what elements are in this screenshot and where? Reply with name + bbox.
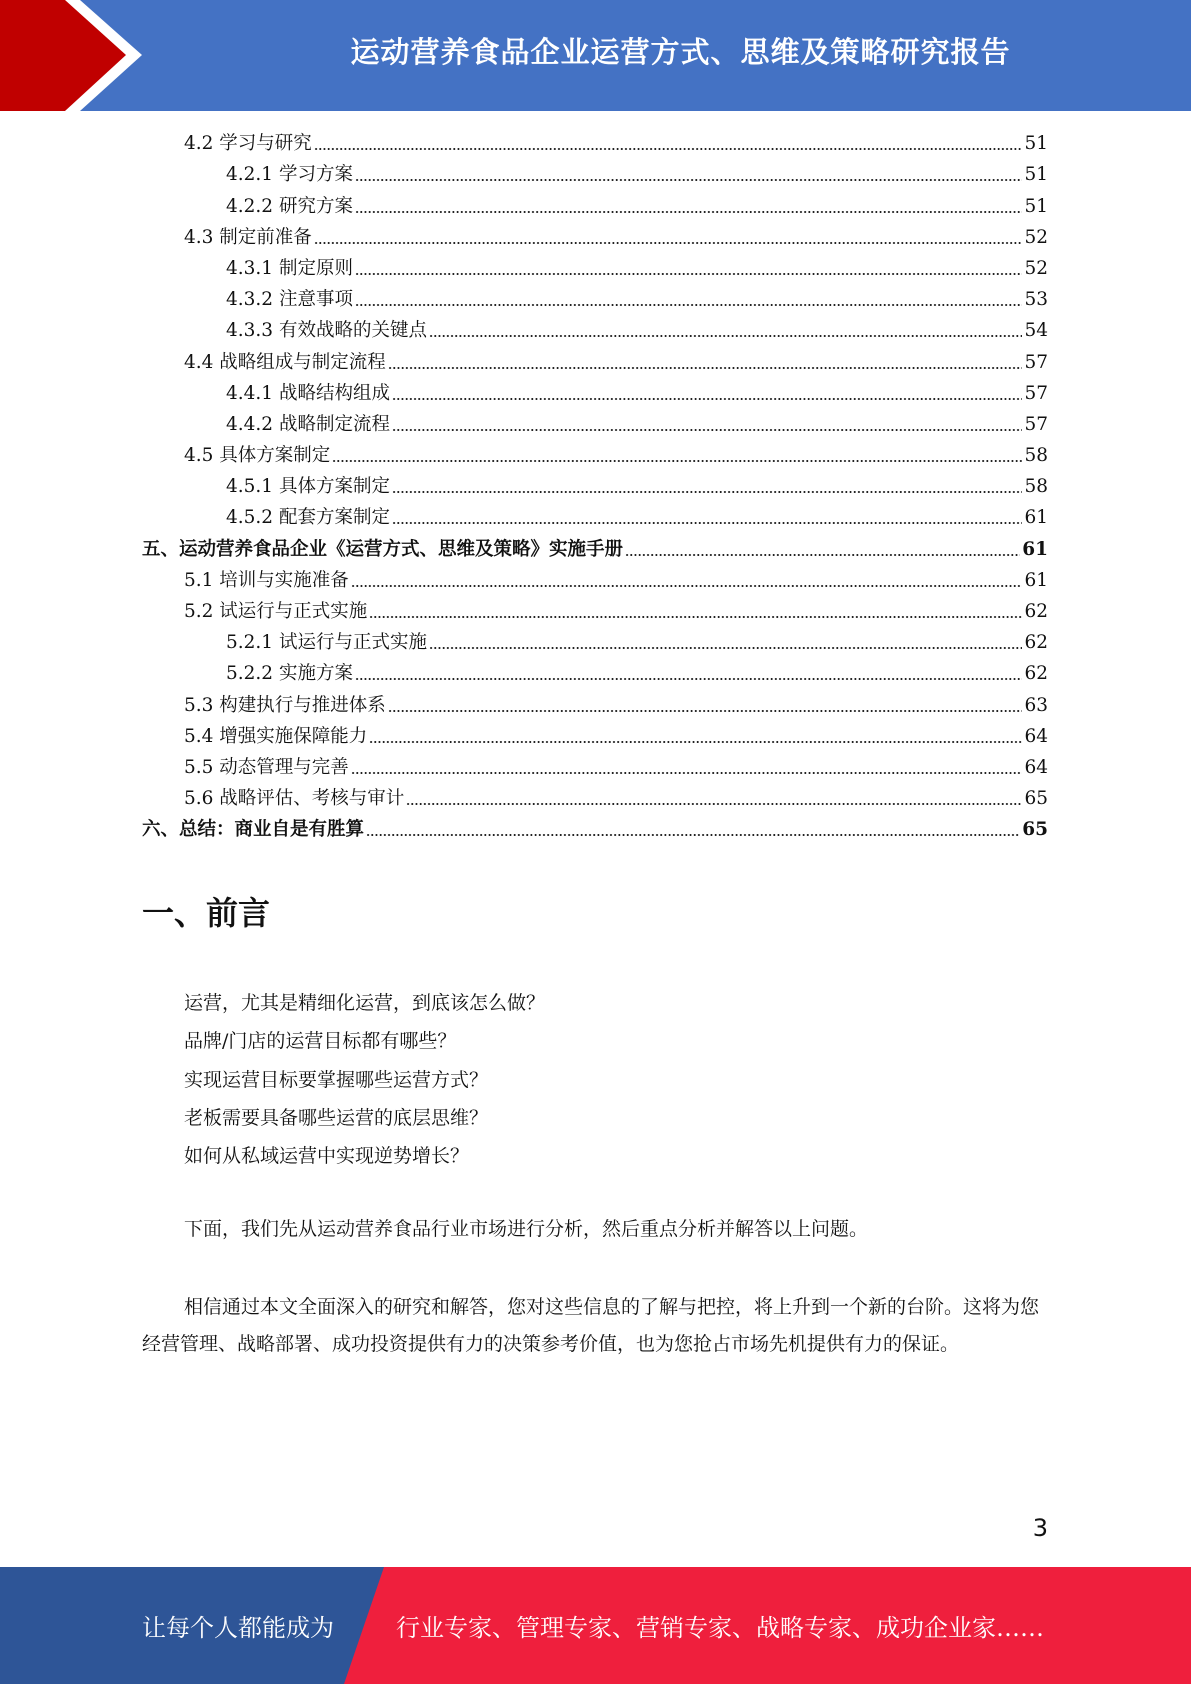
toc-entry-page: 58 — [1024, 445, 1048, 467]
toc-entry-page: 62 — [1024, 663, 1048, 685]
intro-paragraph: 下面，我们先从运动营养食品行业市场进行分析，然后重点分析并解答以上问题。 — [184, 1218, 869, 1240]
toc-dot-leader — [429, 315, 1022, 346]
toc-entry-page: 52 — [1024, 226, 1048, 248]
toc-entry-label: 4.3.3 有效战略的关键点 — [226, 320, 427, 342]
toc-entry-page: 61 — [1024, 507, 1048, 529]
footer-slogan-left: 让每个人都能成为 — [142, 1614, 334, 1642]
toc-entry-page: 57 — [1024, 413, 1048, 435]
toc-dot-leader — [369, 596, 1022, 627]
toc-entry-label: 5.3 构建执行与推进体系 — [184, 694, 386, 716]
toc-dot-leader — [392, 502, 1022, 533]
toc-dot-leader — [388, 690, 1023, 721]
toc-entry-page: 53 — [1024, 289, 1048, 311]
toc-entry-page: 51 — [1024, 195, 1048, 217]
toc-entry-label: 4.5.2 配套方案制定 — [226, 507, 390, 529]
toc-entry[interactable] — [142, 627, 1048, 658]
page-header — [0, 0, 1191, 111]
question-item: 品牌/门店的运营目标都有哪些？ — [184, 1030, 457, 1053]
toc-entry[interactable] — [142, 471, 1048, 502]
toc-entry[interactable] — [142, 440, 1048, 471]
toc-dot-leader — [406, 783, 1022, 814]
footer-slogan-right: 行业专家、管理专家、营销专家、战略专家、成功企业家…… — [396, 1614, 1044, 1642]
toc-dot-leader — [392, 409, 1022, 440]
toc-entry-label: 4.4.2 战略制定流程 — [226, 413, 390, 435]
toc-entry-page: 62 — [1024, 632, 1048, 654]
toc-dot-leader — [355, 159, 1023, 190]
toc-entry-label: 5.2.1 试运行与正式实施 — [226, 632, 427, 654]
toc-dot-leader — [351, 565, 1023, 596]
toc-entry[interactable] — [142, 565, 1048, 596]
toc-dot-leader — [314, 128, 1023, 159]
question-item: 如何从私域运营中实现逆势增长？ — [184, 1145, 470, 1168]
toc-entry-page: 64 — [1024, 756, 1048, 778]
toc-entry-page: 52 — [1024, 257, 1048, 279]
question-list — [142, 984, 1048, 1175]
toc-entry[interactable] — [142, 658, 1048, 689]
toc-entry-label: 五、运动营养食品企业《运营方式、思维及策略》实施手册 — [142, 538, 624, 560]
toc-entry[interactable] — [142, 502, 1048, 533]
toc-entry-label: 5.4 增强实施保障能力 — [184, 725, 368, 747]
toc-entry-label: 六、总结：商业自是有胜算 — [142, 819, 365, 841]
toc-entry-label: 5.1 培训与实施准备 — [184, 569, 349, 591]
toc-dot-leader — [355, 658, 1023, 689]
toc-entry-page: 63 — [1024, 694, 1048, 716]
toc-entry[interactable] — [142, 721, 1048, 752]
toc-entry-label: 4.2 学习与研究 — [184, 133, 312, 155]
toc-entry-page: 57 — [1024, 351, 1048, 373]
toc-entry-label: 4.2.2 研究方案 — [226, 195, 353, 217]
toc-entry-page: 64 — [1024, 725, 1048, 747]
toc-entry[interactable] — [142, 284, 1048, 315]
toc-dot-leader — [355, 191, 1023, 222]
toc-entry[interactable] — [142, 159, 1048, 190]
toc-entry[interactable] — [142, 222, 1048, 253]
report-title: 运动营养食品企业运营方式、思维及策略研究报告 — [350, 34, 1011, 69]
toc-entry[interactable] — [142, 596, 1048, 627]
toc-entry-label: 4.2.1 学习方案 — [226, 164, 353, 186]
toc-entry-page: 54 — [1024, 320, 1048, 342]
toc-entry-label: 4.5 具体方案制定 — [184, 445, 331, 467]
toc-entry-page: 51 — [1024, 164, 1048, 186]
toc-entry-label: 4.4.1 战略结构组成 — [226, 382, 390, 404]
section-heading: 一、前言 — [142, 894, 271, 932]
toc-entry[interactable] — [142, 752, 1048, 783]
question-item: 运营，尤其是精细化运营，到底该怎么做？ — [184, 992, 546, 1014]
toc-entry-page: 61 — [1022, 538, 1048, 560]
toc-entry-page: 65 — [1022, 819, 1048, 841]
table-of-contents — [142, 128, 1048, 845]
page-footer — [0, 1567, 1191, 1684]
toc-entry-label: 5.2.2 实施方案 — [226, 663, 353, 685]
toc-entry-page: 62 — [1024, 601, 1048, 622]
toc-dot-leader — [388, 347, 1023, 378]
toc-entry[interactable] — [142, 315, 1048, 346]
toc-entry-label: 4.3.2 注意事项 — [226, 289, 353, 311]
toc-entry-page: 57 — [1024, 382, 1048, 404]
question-item: 老板需要具备哪些运营的底层思维？ — [184, 1106, 489, 1129]
toc-entry-page: 61 — [1024, 569, 1048, 591]
toc-entry[interactable] — [142, 253, 1048, 284]
toc-dot-leader — [429, 627, 1022, 658]
toc-entry-label: 4.3 制定前准备 — [184, 226, 312, 248]
toc-dot-leader — [351, 752, 1023, 783]
toc-dot-leader — [366, 814, 1020, 845]
conclusion-paragraph: 相信通过本文全面深入的研究和解答，您对这些信息的了解与把控，将上升到一个新的台阶。这将为您经营管理、战略部署、成功投资提供有力的决策参考价值，也为您抢占市场先机提供有力的保证。 — [142, 1296, 1040, 1355]
toc-dot-leader — [392, 471, 1022, 502]
toc-entry-page: 51 — [1024, 133, 1048, 155]
toc-entry-label: 5.6 战略评估、考核与审计 — [184, 788, 405, 810]
toc-entry-label: 4.5.1 具体方案制定 — [226, 476, 390, 498]
toc-entry-page: 58 — [1024, 476, 1048, 498]
toc-entry-label: 4.3.1 制定原则 — [226, 257, 353, 279]
toc-dot-leader — [332, 440, 1022, 471]
toc-entry[interactable] — [142, 409, 1048, 440]
question-item: 实现运营目标要掌握哪些运营方式？ — [184, 1068, 489, 1091]
toc-dot-leader — [392, 378, 1022, 409]
toc-entry[interactable] — [142, 533, 1048, 564]
toc-entry[interactable] — [142, 190, 1048, 221]
toc-entry-label: 5.2 试运行与正式实施 — [184, 601, 368, 622]
toc-entry-label: 5.5 动态管理与完善 — [184, 756, 349, 778]
header-arrow-icon — [0, 0, 160, 111]
toc-dot-leader — [355, 284, 1023, 315]
toc-dot-leader — [314, 222, 1023, 253]
toc-entry-page: 65 — [1024, 788, 1048, 810]
toc-entry-label: 4.4 战略组成与制定流程 — [184, 351, 386, 373]
toc-entry[interactable] — [142, 783, 1048, 814]
page-number: 3 — [1032, 1514, 1048, 1542]
toc-entry[interactable] — [142, 814, 1048, 845]
toc-dot-leader — [625, 534, 1020, 565]
toc-entry[interactable] — [142, 128, 1048, 159]
toc-dot-leader — [369, 721, 1022, 752]
toc-entry[interactable] — [142, 346, 1048, 377]
toc-dot-leader — [355, 253, 1023, 284]
toc-entry[interactable] — [142, 689, 1048, 720]
toc-entry[interactable] — [142, 378, 1048, 409]
